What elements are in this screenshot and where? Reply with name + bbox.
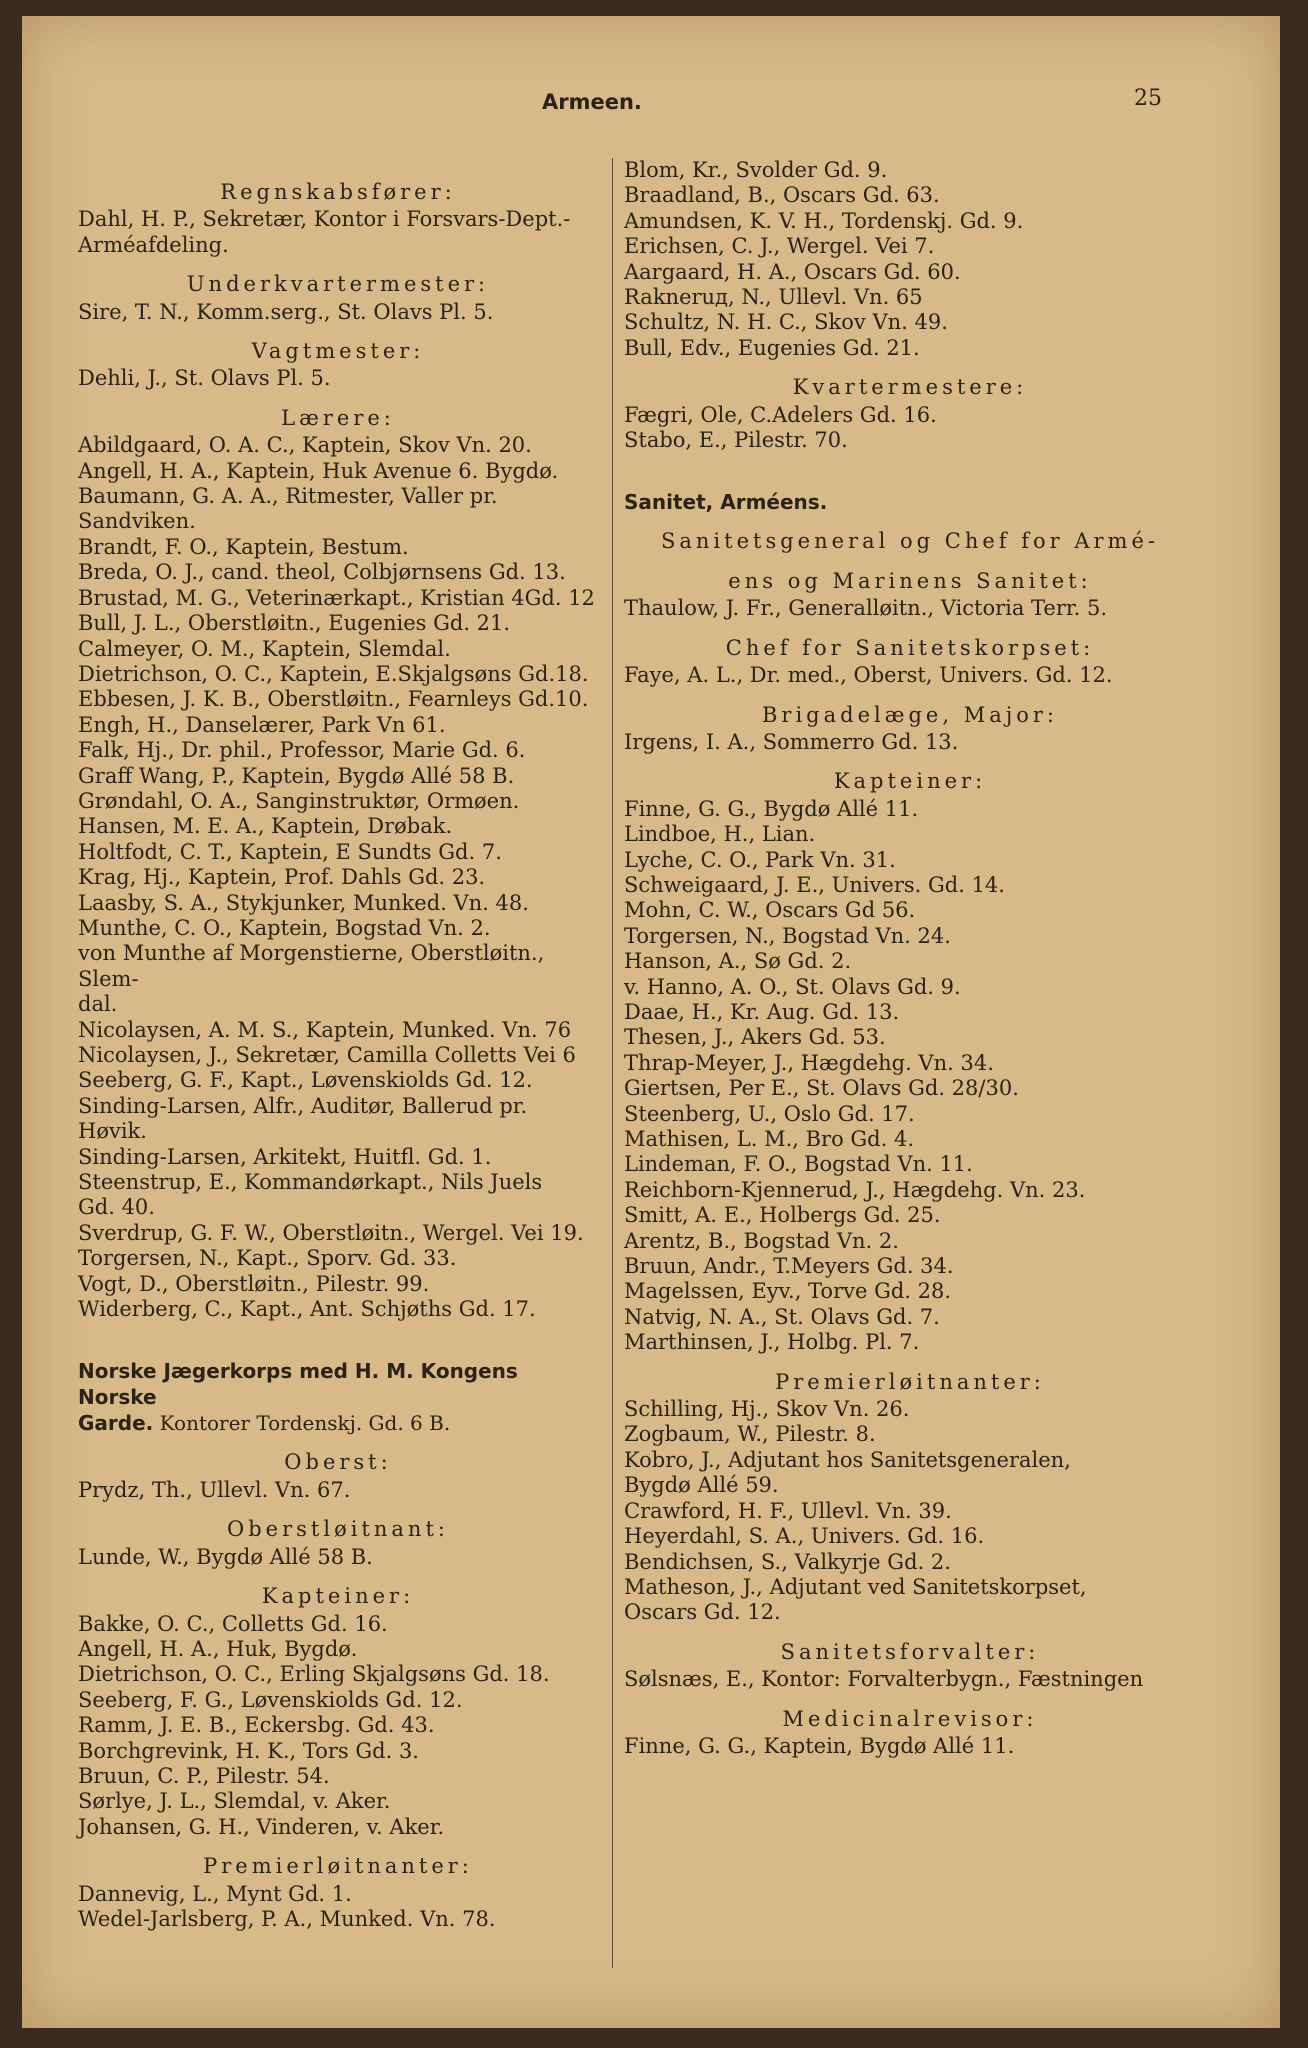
page-header (22, 78, 1280, 118)
section-heading: Kvartermestere: (792, 375, 1028, 400)
directory-entry: Høvik. (78, 1119, 147, 1144)
directory-entry: Steenberg, U., Oslo Gd. 17. (624, 1101, 915, 1126)
section-heading: Kapteiner: (833, 769, 987, 794)
directory-entry: Thaulow, J. Fr., Generalløitn., Victoria Terr. 5. (624, 596, 1107, 621)
directory-entry: Prydz, Th., Ullevl. Vn. 67. (78, 1477, 351, 1502)
directory-entry: von Munthe af Morgenstierne, Oberstløitn., Slem- (78, 941, 551, 991)
section-heading: Chef for Sanitetskorpset: (725, 635, 1095, 660)
directory-entry: Krag, Hj., Kaptein, Prof. Dahls Gd. 23. (78, 865, 486, 890)
section-heading: Sanitetsforvalter: (780, 1639, 1040, 1664)
directory-entry: dal. (78, 992, 118, 1017)
directory-entry: Crawford, H. F., Ullevl. Vn. 39. (624, 1498, 952, 1523)
directory-entry: Grøndahl, O. A., Sanginstruktør, Ormøen. (78, 788, 520, 813)
section-heading: Vagtmester: (251, 339, 425, 364)
directory-entry: Thesen, J., Akers Gd. 53. (624, 1025, 886, 1050)
directory-entry: Fægri, Ole, C.Adelers Gd. 16. (624, 402, 937, 427)
directory-entry: Amundsen, K. V. H., Tordenskj. Gd. 9. (624, 208, 1024, 233)
section-heading: ens og Marinens Sanitet: (728, 568, 1092, 593)
section-heading: Medicinalrevisor: (782, 1706, 1038, 1731)
directory-entry: Calmeyer, O. M., Kaptein, Slemdal. (78, 636, 451, 661)
directory-entry: Sinding-Larsen, Alfr., Auditør, Ballerud pr. (78, 1093, 528, 1118)
section-heading: Oberst: (284, 1450, 392, 1475)
directory-entry: Brustad, M. G., Veterinærkapt., Kristian 4Gd. 12 (78, 585, 595, 610)
directory-entry: Dahl, H. P., Sekretær, Kontor i Forsvars-Dept.- (78, 207, 571, 232)
directory-entry: Bull, J. L., Oberstløitn., Eugenies Gd. 21. (78, 611, 511, 636)
directory-entry: Lindeman, F. O., Bogstad Vn. 11. (624, 1152, 973, 1177)
directory-entry: Gd. 40. (78, 1195, 155, 1220)
directory-entry: Baumann, G. A. A., Ritmester, Valler pr. (78, 484, 498, 509)
section-heading: Lærere: (281, 405, 395, 430)
directory-entry: Abildgaard, O. A. C., Kaptein, Skov Vn. 20. (78, 433, 532, 458)
directory-entry: Brandt, F. O., Kaptein, Bestum. (78, 534, 409, 559)
directory-entry: Angell, H. A., Huk, Bygdø. (78, 1636, 358, 1661)
left-column (78, 166, 598, 1932)
section-heading: Regnskabsfører: (220, 180, 456, 204)
directory-entry: Zogbaum, W., Pilestr. 8. (624, 1422, 876, 1447)
directory-entry: Heyerdahl, S. A., Univers. Gd. 16. (624, 1524, 985, 1549)
section-heading: Brigadelæge, Major: (762, 702, 1058, 727)
directory-entry: Graff Wang, P., Kaptein, Bygdø Allé 58 B. (78, 763, 515, 788)
directory-entry: Vogt, D., Oberstløitn., Pilestr. 99. (78, 1271, 430, 1296)
directory-entry: Hanson, A., Sø Gd. 2. (624, 949, 852, 974)
section-title (78, 1358, 598, 1436)
directory-entry: Sølsnæs, E., Kontor: Forvalterbygn., Fæstningen (624, 1667, 1144, 1692)
directory-entry: Schweigaard, J. E., Univers. Gd. 14. (624, 872, 1005, 897)
directory-entry: Ramm, J. E. B., Eckersbg. Gd. 43. (78, 1713, 435, 1738)
section-heading: Premierløitnanter: (203, 1854, 473, 1879)
directory-entry: Lunde, W., Bygdø Allé 58 B. (78, 1544, 373, 1569)
directory-entry: Smitt, A. E., Holbergs Gd. 25. (624, 1203, 941, 1228)
directory-entry: Finne, G. G., Kaptein, Bygdø Allé 11. (624, 1733, 1015, 1758)
section-title-bold: Norske Jægerkorps med H. M. Kongens Norske (78, 1359, 518, 1410)
directory-entry: Giertsen, Per E., St. Olavs Gd. 28/30. (624, 1076, 1019, 1101)
directory-entry: Lyche, C. O., Park Vn. 31. (624, 847, 896, 872)
directory-entry: Steenstrup, E., Kommandørkapt., Nils Juels (78, 1170, 543, 1195)
directory-entry: Aargaard, H. A., Oscars Gd. 60. (624, 259, 961, 284)
directory-entry: Bull, Edv., Eugenies Gd. 21. (624, 335, 920, 360)
page-number: 25 (1134, 86, 1162, 111)
directory-entry: Bendichsen, S., Valkyrje Gd. 2. (624, 1549, 951, 1574)
directory-entry: Dietrichson, O. C., Kaptein, E.Skjalgsøns Gd.18. (78, 661, 589, 686)
directory-entry: Faye, A. L., Dr. med., Oberst, Univers. Gd. 12. (624, 663, 1113, 688)
directory-entry: v. Hanno, A. O., St. Olavs Gd. 9. (624, 974, 961, 999)
right-column (624, 158, 1196, 1759)
directory-entry: Schultz, N. H. C., Skov Vn. 49. (624, 310, 948, 335)
directory-entry: Bygdø Allé 59. (624, 1473, 779, 1498)
section-title-bold: Garde. (78, 1411, 154, 1436)
directory-entry: Sinding-Larsen, Arkitekt, Huitfl. Gd. 1. (78, 1144, 492, 1169)
directory-entry: Blom, Kr., Svolder Gd. 9. (624, 158, 888, 182)
directory-entry: Sverdrup, G. F. W., Oberstløitn., Wergel. Vei 19. (78, 1220, 584, 1245)
directory-entry: Laasby, S. A., Stykjunker, Munked. Vn. 48. (78, 890, 529, 915)
directory-entry: Mohn, C. W., Oscars Gd 56. (624, 898, 916, 923)
section-title: Sanitet, Arméens. (624, 490, 828, 515)
directory-entry: Bruun, C. P., Pilestr. 54. (78, 1763, 330, 1788)
directory-entry: Arméafdeling. (78, 232, 229, 257)
directory-entry: Magelssen, Eyv., Torve Gd. 28. (624, 1279, 952, 1304)
running-title: Armeen. (542, 90, 642, 114)
directory-entry: Natvig, N. A., St. Olavs Gd. 7. (624, 1304, 940, 1329)
directory-entry: Bruun, Andr., T.Meyers Gd. 34. (624, 1254, 954, 1279)
directory-entry: Breda, O. J., cand. theol, Colbjørnsens Gd. 13. (78, 560, 566, 585)
directory-entry: Stabo, E., Pilestr. 70. (624, 428, 848, 453)
column-divider (612, 158, 613, 1968)
directory-entry: Wedel-Jarlsberg, P. A., Munked. Vn. 78. (78, 1906, 496, 1931)
directory-entry: Daae, H., Kr. Aug. Gd. 13. (624, 999, 900, 1024)
directory-entry: Torgersen, N., Bogstad Vn. 24. (624, 923, 951, 948)
directory-entry: Nicolaysen, A. M. S., Kaptein, Munked. Vn. 76 (78, 1017, 572, 1042)
page (22, 16, 1280, 2028)
directory-entry: Marthinsen, J., Holbg. Pl. 7. (624, 1330, 920, 1355)
directory-entry: Angell, H. A., Kaptein, Huk Avenue 6. Bygdø. (78, 458, 559, 483)
directory-entry: Lindboe, H., Lian. (624, 822, 816, 847)
section-heading: Premierløitnanter: (775, 1369, 1045, 1394)
directory-entry: Nicolaysen, J., Sekretær, Camilla Colletts Vei 6 (78, 1043, 576, 1067)
directory-entry: Matheson, J., Adjutant ved Sanitetskorpset, (624, 1574, 1087, 1599)
directory-entry: Ebbesen, J. K. B., Oberstløitn., Fearnleys Gd.10. (78, 687, 589, 712)
directory-entry: Thrap-Meyer, J., Hægdehg. Vn. 34. (624, 1050, 994, 1075)
section-heading: Underkvartermester: (186, 272, 490, 297)
directory-entry: Schilling, Hj., Skov Vn. 26. (624, 1397, 910, 1422)
directory-entry: Reichborn-Kjennerud, J., Hægdehg. Vn. 23. (624, 1177, 1086, 1202)
directory-entry: Widerberg, C., Kapt., Ant. Schjøths Gd. 17. (78, 1297, 536, 1322)
section-heading: Oberstløitnant: (227, 1517, 449, 1542)
directory-entry: Dannevig, L., Mynt Gd. 1. (78, 1881, 352, 1906)
directory-entry: Dehli, J., St. Olavs Pl. 5. (78, 366, 331, 391)
directory-entry: Irgens, I. A., Sommerro Gd. 13. (624, 729, 959, 754)
section-title-address: Kontorer Tordenskj. Gd. 6 B. (153, 1411, 451, 1436)
directory-entry: Arentz, B., Bogstad Vn. 2. (624, 1228, 899, 1253)
directory-entry: Kobro, J., Adjutant hos Sanitetsgeneralen, (624, 1447, 1071, 1472)
directory-entry: Johansen, G. H., Vinderen, v. Aker. (78, 1814, 445, 1839)
directory-entry: Falk, Hj., Dr. phil., Professor, Marie Gd. 6. (78, 738, 526, 763)
directory-entry: Finne, G. G., Bygdø Allé 11. (624, 796, 919, 821)
directory-entry: Torgersen, N., Kapt., Sporv. Gd. 33. (78, 1246, 457, 1271)
directory-entry: Sørlye, J. L., Slemdal, v. Aker. (78, 1789, 391, 1814)
directory-entry: Holtfodt, C. T., Kaptein, E Sundts Gd. 7. (78, 839, 502, 864)
directory-entry: Munthe, C. O., Kaptein, Bogstad Vn. 2. (78, 915, 491, 940)
directory-entry: Hansen, M. E. A., Kaptein, Drøbak. (78, 814, 453, 839)
directory-entry: Sire, T. N., Komm.serg., St. Olavs Pl. 5. (78, 299, 494, 324)
directory-entry: Oscars Gd. 12. (624, 1600, 781, 1625)
directory-entry: Engh, H., Danselærer, Park Vn 61. (78, 712, 446, 737)
directory-entry: Braadland, B., Oscars Gd. 63. (624, 183, 940, 208)
directory-entry: Seeberg, F. G., Løvenskiolds Gd. 12. (78, 1687, 463, 1712)
directory-entry: Sandviken. (78, 509, 196, 534)
section-heading: Kapteiner: (261, 1584, 415, 1609)
directory-entry: Seeberg, G. F., Kapt., Løvenskiolds Gd. 12. (78, 1068, 533, 1093)
section-heading: Sanitetsgeneral og Chef for Armé- (660, 529, 1159, 554)
directory-entry: Mathisen, L. M., Bro Gd. 4. (624, 1127, 915, 1151)
directory-entry: Borchgrevink, H. K., Tors Gd. 3. (78, 1738, 419, 1763)
directory-entry: Dietrichson, O. C., Erling Skjalgsøns Gd. 18. (78, 1662, 550, 1687)
directory-entry: Rakneruд, N., Ullevl. Vn. 65 (624, 285, 923, 310)
directory-entry: Erichsen, C. J., Wergel. Vei 7. (624, 234, 935, 259)
directory-entry: Bakke, O. C., Colletts Gd. 16. (78, 1611, 388, 1636)
